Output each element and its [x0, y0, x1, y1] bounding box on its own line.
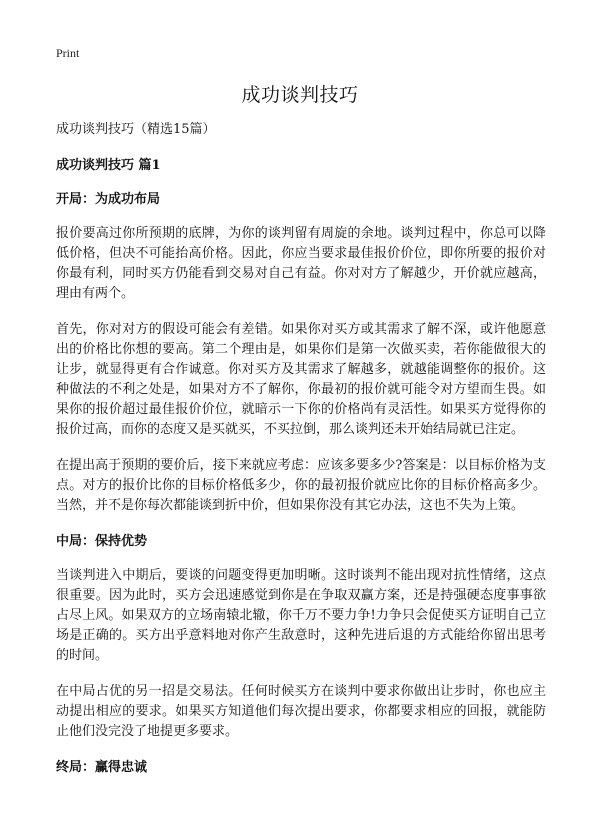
article-heading: 成功谈判技巧 篇1 [56, 158, 161, 173]
section-heading-end: 终局：赢得忠诚 [56, 760, 148, 775]
section-heading-opening: 开局：为成功布局 [56, 192, 161, 207]
paragraph: 报价要高过你所预期的底牌，为你的谈判留有周旋的余地。谈判过程中，你总可以降低价格，但决不可能抬高价格。因此，你应当要求最佳报价价位，即你所要的报价对你最有利，同时买方仍能看到交易对自己有益。你对对方了解越少，开价就应越高，理由有两个。 [56, 226, 546, 301]
document-body [56, 120, 546, 792]
paragraph: 在提出高于预期的要价后，接下来就应考虑：应该多要多少?答案是：以目标价格为支点。对方的报价比你的目标价格低多少，你的最初报价就应比你的目标价格高多少。当然，并不是你每次都能谈到折中价，但如果你没有其它办法，这也不失为上策。 [56, 458, 546, 513]
print-link[interactable]: Print [56, 46, 80, 60]
document-subtitle: 成功谈判技巧（精选15篇） [56, 122, 216, 137]
paragraph: 当谈判进入中期后，要谈的问题变得更加明晰。这时谈判不能出现对抗性情绪，这点很重要。因为此时，买方会迅速感觉到你是在争取双赢方案，还是持强硬态度事事欲占尽上风。如果双方的立场南辕北辙，你千万不要力争!力争只会促使买方证明自己立场是正确的。买方出乎意料地对你产生敌意时，这种先进后退的方式能给你留出思考的时间。 [56, 568, 546, 663]
section-heading-middle: 中局：保持优势 [56, 534, 148, 549]
paragraph: 在中局占优的另一招是交易法。任何时候买方在谈判中要求你做出让步时，你也应主动提出相应的要求。如果买方知道他们每次提出要求，你都要求相应的回报，就能防止他们没完没了地提更多要求。 [56, 684, 546, 739]
page-title: 成功谈判技巧 [241, 84, 359, 106]
paragraph: 首先，你对对方的假设可能会有差错。如果你对买方或其需求了解不深，或许他愿意出的价格比你想的要高。第二个理由是，如果你们是第一次做买卖，若你能做很大的让步，就显得更有合作诚意。你对买方及其需求了解越多，就越能调整你的报价。这种做法的不利之处是，如果对方不了解你，你最初的报价就可能令对方望而生畏。如果你的报价超过最佳报价价位，就暗示一下你的价格尚有灵活性。如果买方觉得你的报价过高，而你的态度又是买就买，不买拉倒，那么谈判还未开始结局就已注定。 [56, 322, 546, 437]
